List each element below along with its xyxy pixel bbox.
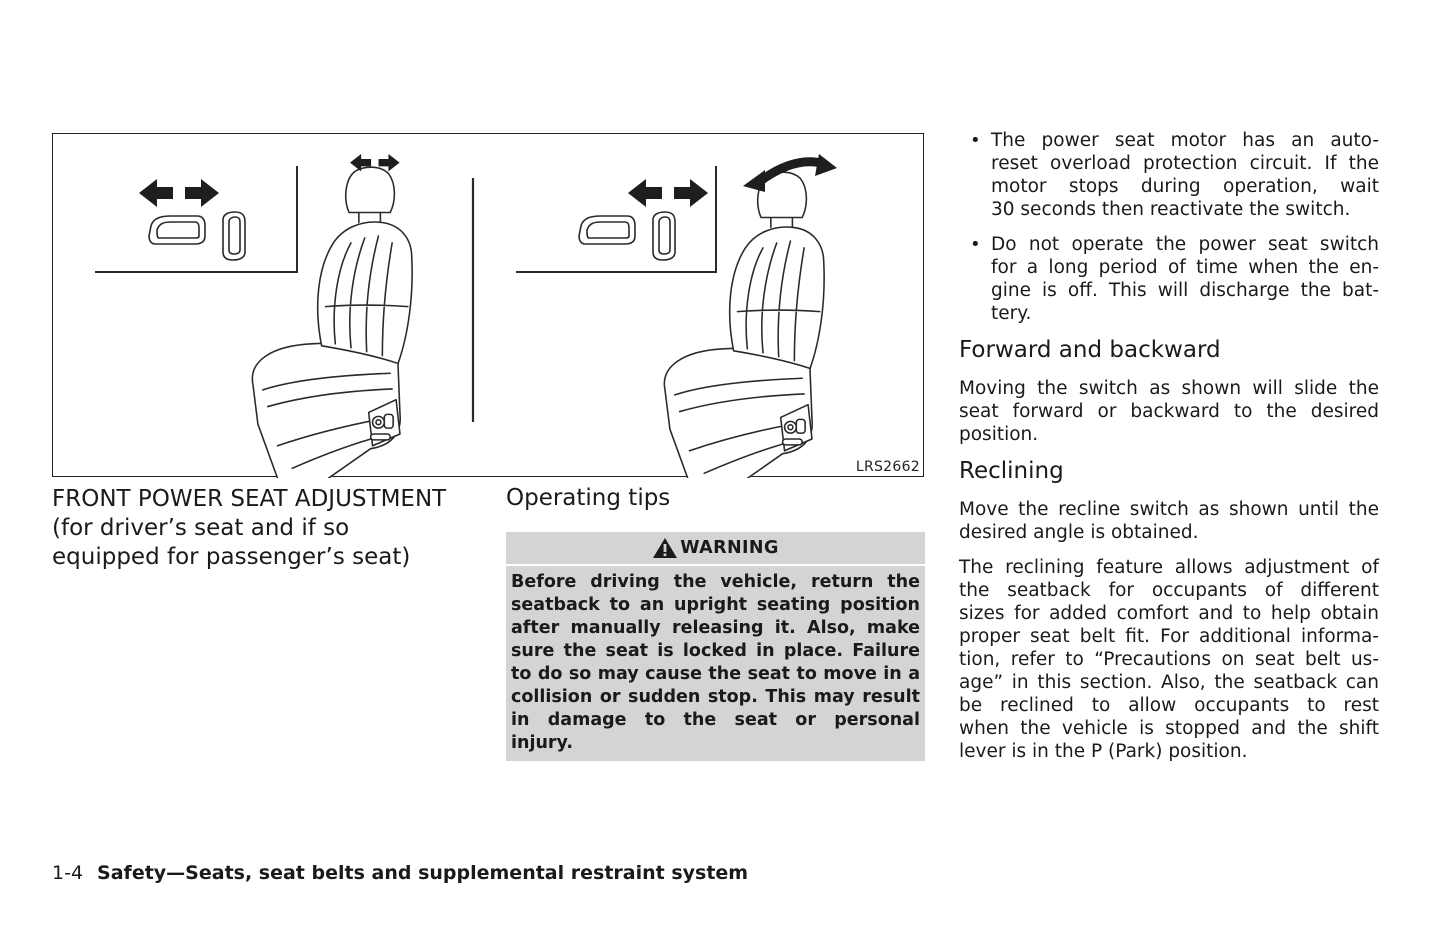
- paragraph-line: Moving the switch as shown will slide the: [959, 378, 1379, 399]
- paragraph-line: position.: [959, 424, 1039, 445]
- paragraph-line: desired angle is obtained.: [959, 522, 1199, 543]
- warning-box: [506, 532, 925, 761]
- caption-line: (for driver’s seat and if so: [52, 515, 350, 541]
- operating-tips-heading: Operating tips: [506, 485, 671, 511]
- warning-line: collision or sudden stop. This may result: [511, 687, 920, 707]
- warning-line: injury.: [511, 733, 573, 753]
- caption-line: equipped for passenger’s seat): [52, 544, 411, 570]
- bullet-line: Do not operate the power seat switch: [991, 234, 1379, 255]
- paragraph-line: when the vehicle is stopped and the shift: [959, 718, 1379, 739]
- warning-header: [506, 532, 925, 564]
- bullet-line: The power seat motor has an auto-: [991, 130, 1379, 151]
- bullet-line: motor stops during operation, wait: [991, 176, 1379, 197]
- page-number: 1-4: [52, 862, 84, 884]
- warning-line: after manually releasing it. Also, make: [511, 618, 920, 638]
- bullet-marker: •: [970, 234, 981, 255]
- bullet-line: tery.: [991, 303, 1032, 324]
- bullet-line: 30 seconds then reactivate the switch.: [991, 199, 1351, 220]
- seat-adjustment-figure: [52, 133, 924, 477]
- warning-line: in damage to the seat or personal: [511, 710, 920, 730]
- section-title: Safety—Seats, seat belts and supplemental restraint system: [97, 862, 749, 884]
- warning-triangle-icon: [652, 537, 678, 559]
- seat-illustration: [53, 134, 925, 478]
- warning-line: sure the seat is locked in place. Failure: [511, 641, 920, 661]
- caption-line: FRONT POWER SEAT ADJUSTMENT: [52, 486, 447, 512]
- bullet-marker: •: [970, 130, 981, 151]
- paragraph-line: The reclining feature allows adjustment of: [959, 557, 1379, 578]
- warning-divider: [506, 564, 925, 566]
- page-footer: [52, 860, 748, 886]
- paragraph-line: be reclined to allow occupants to rest: [959, 695, 1379, 716]
- paragraph-line: the seatback for occupants of different: [959, 580, 1379, 601]
- warning-line: Before driving the vehicle, return the: [511, 572, 920, 592]
- right-switch-inset: [516, 166, 716, 272]
- bullet-line: for a long period of time when the en-: [991, 257, 1379, 278]
- left-switch-inset: [95, 166, 297, 272]
- paragraph-line: lever is in the P (Park) position.: [959, 741, 1248, 762]
- figure-caption: [52, 485, 492, 572]
- figure-code: LRS2662: [855, 459, 920, 475]
- paragraph-line: Move the recline switch as shown until the: [959, 499, 1379, 520]
- warning-label: WARNING: [680, 538, 779, 558]
- forward-backward-heading: Forward and backward: [959, 337, 1221, 363]
- paragraph-line: sizes for added comfort and to help obtain: [959, 603, 1379, 624]
- left-seat-illustration: [252, 154, 412, 478]
- reclining-heading: Reclining: [959, 458, 1064, 484]
- paragraph-line: seat forward or backward to the desired: [959, 401, 1379, 422]
- paragraph-line: tion, refer to “Precautions on seat belt us-: [959, 649, 1379, 670]
- paragraph-line: age” in this section. Also, the seatback can: [959, 672, 1379, 693]
- paragraph-line: proper seat belt fit. For additional informa-: [959, 626, 1379, 647]
- warning-line: seatback to an upright seating position: [511, 595, 920, 615]
- bullet-line: reset overload protection circuit. If the: [991, 153, 1379, 174]
- warning-line: to do so may cause the seat to move in a: [511, 664, 920, 684]
- bullet-line: gine is off. This will discharge the bat-: [991, 280, 1379, 301]
